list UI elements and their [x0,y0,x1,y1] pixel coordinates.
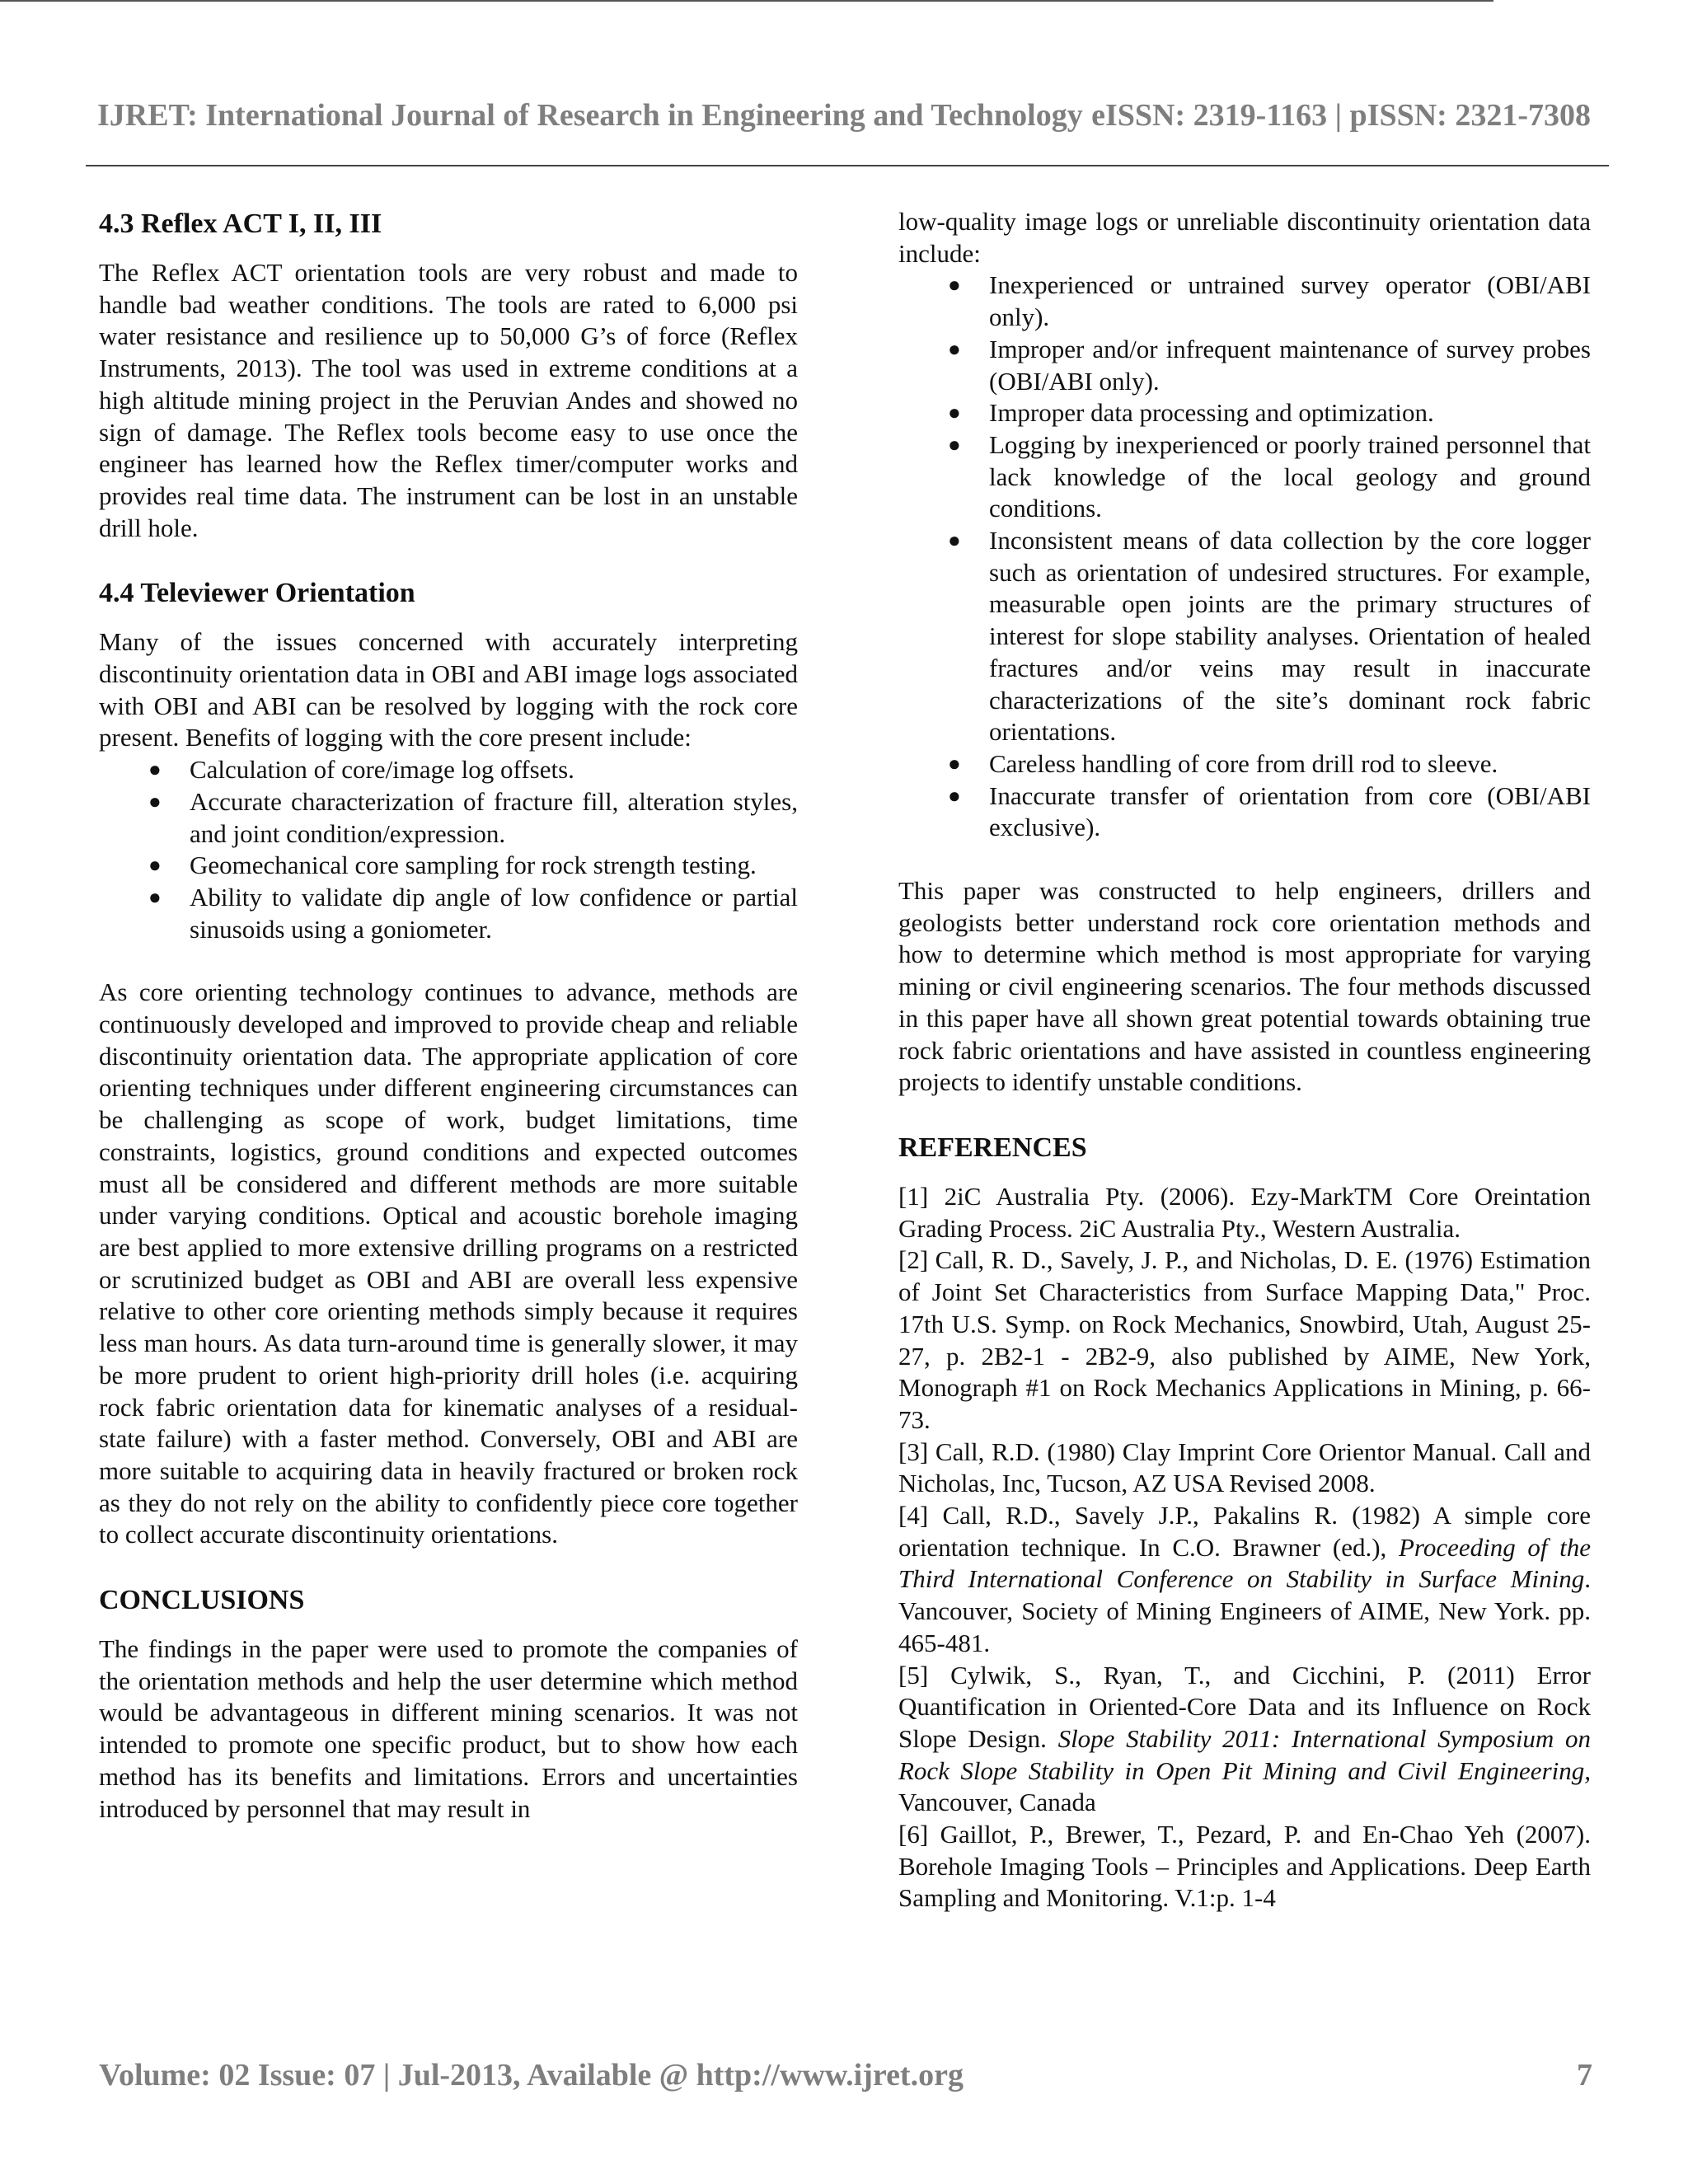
reference-4-title: Proceeding of the Third International Conference on Stability in Surface Mining [898,1532,1591,1594]
list-item: ● Geomechanical core sampling for rock strength testing. [99,850,798,882]
volume-info: Volume: 02 Issue: 07 | Jul-2013, Available @ http://www.ijret.org [99,2058,964,2093]
list-item: ● Inconsistent means of data collection by the core logger such as orientation of undesired structures. For example, measurable open joints are the primary structures of interest for slope stability analyses. Orientation of healed fractures and/or veins may result in inaccurate characterizations of the site’s dominant rock fabric orientations. [948,526,1591,747]
bullet-icon: ● [948,336,961,361]
list-item: ● Inaccurate transfer of orientation from core (OBI/ABI exclusive). [948,780,1591,842]
bullet-icon: ● [148,757,162,782]
reference-2: [2] Call, R. D., Savely, J. P., and Nicholas, D. E. (1976) Estimation of Joint Set Characteristics from Surface Mapping Data," Proc. 17th U.S. Symp. on Rock Mechanics, Snowbird, Utah, August 25-27, p. 2B2-1 - 2B2-9, also published by AIME, New York, Monograph #1 on Rock Mechanics Applications in Mining, p. 66-73. [898,1245,1591,1434]
bullet-icon: ● [948,432,961,457]
list-item: ● Calculation of core/image log offsets. [99,754,798,786]
bullet-icon: ● [148,789,162,813]
references-heading: REFERENCES [898,1132,1087,1163]
list-item: ● Improper data processing and optimization. [898,397,1591,429]
conclusions-heading: CONCLUSIONS [99,1585,305,1616]
list-item: ● Inexperienced or untrained survey operator (OBI/ABI only). [948,270,1591,332]
bullet-icon: ● [948,273,961,298]
reference-4: [4] Call, R.D., Savely J.P., Pakalins R. (1982) A simple core orientation technique. In C.O. Brawner (ed.), Proceeding of the Third International Conference on Stability in Surface Mining. Vancouver, Society of Mining Engineers of AIME, New York. pp. 465-481. [898,1501,1591,1657]
paragraph-televiewer-intro: Many of the issues concerned with accurately interpreting discontinuity orientation data in OBI and ABI image logs associated with OBI and ABI can be resolved by logging with the rock core present. Benefits of logging with the core present include: [99,627,798,752]
list-item: ● Ability to validate dip angle of low confidence or partial sinusoids using a goniometer. [148,882,798,944]
list-item: ● Improper and/or infrequent maintenance of survey probes (OBI/ABI only). [948,334,1591,396]
reference-5: [5] Cylwik, S., Ryan, T., and Cicchini, P. (2011) Error Quantification in Oriented-Core Data and its Influence on Rock Slope Design. Slope Stability 2011: International Symposium on Rock Slope Stability in Open Pit Mining and Civil Engineering, Vancouver, Canada [898,1660,1592,1817]
reference-3: [3] Call, R.D. (1980) Clay Imprint Core Orientor Manual. Call and Nicholas, Inc, Tucson, AZ USA Revised 2008. [898,1436,1591,1498]
paragraph-conclusions-cont: low-quality image logs or unreliable discontinuity orientation data include: [898,207,1591,268]
paragraph-closing: This paper was constructed to help engineers, drillers and geologists better understand rock core orientation methods and how to determine which method is most appropriate for varying mining or civil engineering scenarios. The four methods discussed in this paper have all shown great potential towards obtaining true rock fabric orientations and have assisted in countless engineering projects to identify unstable conditions. [898,876,1591,1097]
errors-list [898,269,1591,844]
section-heading-4-4: 4.4 Televiewer Orientation [99,578,415,609]
issn-label: eISSN: 2319-1163 | pISSN: 2321-7308 [1091,98,1591,133]
reference-6: [6] Gaillot, P., Brewer, T., Pezard, P. and En-Chao Yeh (2007). Borehole Imaging Tools – Principles and Applications. Deep Earth Sampling and Monitoring. V.1:p. 1-4 [898,1820,1591,1913]
header-divider [86,165,1609,166]
bullet-icon: ● [148,853,162,878]
section-heading-4-3: 4.3 Reflex ACT I, II, III [99,209,382,239]
journal-title: IJRET: International Journal of Research in Engineering and Technology [97,98,1083,133]
footer-divider [0,0,1493,2]
bullet-icon: ● [948,783,961,808]
reference-1: [1] 2iC Australia Pty. (2006). Ezy-MarkTM Core Oreintation Grading Process. 2iC Australia Pty., Western Australia. [898,1181,1591,1243]
benefits-list [99,754,798,945]
reference-5-title: Slope Stability 2011: International Symposium on Rock Slope Stability in Open Pit Mining and Civil Engineering, [898,1723,1592,1785]
bullet-icon: ● [148,884,162,909]
list-item: ● Accurate characterization of fracture fill, alteration styles, and joint condition/expression. [148,786,798,848]
left-column [99,206,798,1825]
list-item: ● Logging by inexperienced or poorly trained personnel that lack knowledge of the local geology and ground conditions. [948,429,1591,523]
paragraph-reflex: The Reflex ACT orientation tools are very robust and made to handle bad weather conditions. The tools are rated to 6,000 psi water resistance and resilience up to 50,000 G’s of force (Reflex Instruments, 2013). The tool was used in extreme conditions at a high altitude mining project in the Peruvian Andes and showed no sign of damage. The Reflex tools become easy to use once the engineer has learned how the Reflex timer/computer works and provides real time data. The instrument can be lost in an unstable drill hole. [99,258,798,542]
paragraph-conclusions: The findings in the paper were used to promote the companies of the orientation methods and help the user determine which method would be advantageous in different mining scenarios. It was not intended to promote one specific product, but to show how each method has its benefits and limitations. Errors and uncertainties introduced by personnel that may result in [99,1634,798,1823]
bullet-icon: ● [948,751,961,776]
right-column [898,206,1591,1915]
running-footer [99,2057,1592,2093]
bullet-icon: ● [948,528,961,553]
page-number: 7 [1577,2058,1592,2093]
paragraph-technology: As core orienting technology continues to advance, methods are continuously developed and improved to provide cheap and reliable discontinuity orientation data. The appropriate application of core orienting techniques under different engineering circumstances can be challenging as scope of work, budget limitations, time constraints, logistics, ground conditions and expected outcomes must all be considered and different methods are more suitable under varying conditions. Optical and acoustic borehole imaging are best applied to more extensive drilling programs on a restricted or scrutinized budget as OBI and ABI are overall less expensive relative to other core orienting methods simply because it requires less man hours. As data turn-around time is generally slower, it may be more prudent to orient high-priority drill holes (i.e. acquiring rock fabric orientation data for kinematic analyses of a residual-state failure) with a faster method. Conversely, OBI and ABI are more suitable to acquiring data in heavily fractured or broken rock as they do not rely on the ability to confidently piece core together to collect accurate discontinuity orientations. [99,977,798,1549]
bullet-icon: ● [948,401,961,425]
list-item: ● Careless handling of core from drill rod to sleeve. [898,748,1591,780]
running-header [97,97,1591,134]
